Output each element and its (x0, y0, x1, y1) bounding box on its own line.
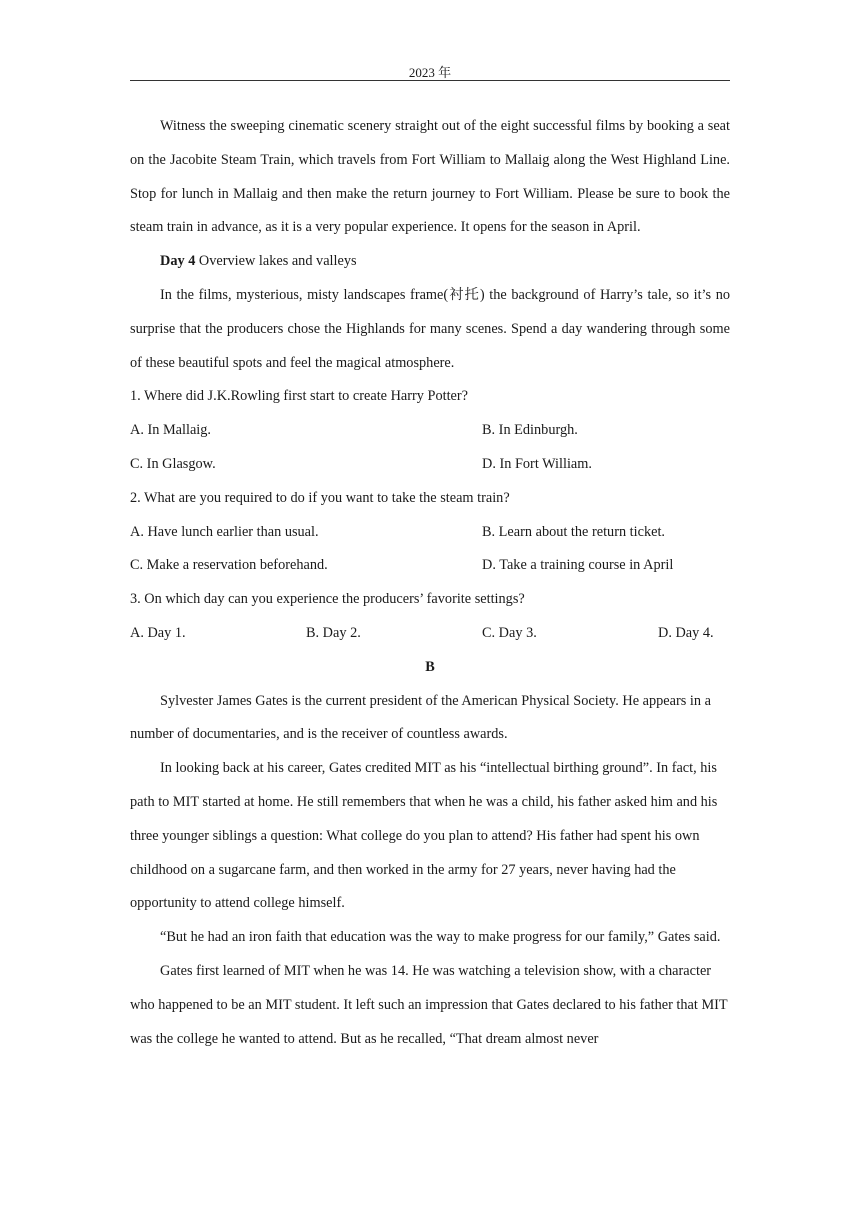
passage-a-day4-paragraph: In the films, mysterious, misty landscapes frame(衬托) the background of Harry’s tale, so it’s no surprise that the producers chose the Highlands for many scenes. Spend a day wandering through some of these beautiful spots and feel the magical atmosphere. (130, 286, 730, 371)
passage-a-day3-paragraph: Witness the sweeping cinematic scenery straight out of the eight successful films by booking a seat on the Jacobite Steam Train, which travels from Fort William to Mallaig along the West Highland Line. Stop for lunch in Mallaig and then make the return journey to Fort William. Please be sure to book the steam train in advance, as it is a very popular experience. It opens for the season in April. (130, 118, 730, 236)
question-1-options-row-2 (130, 448, 730, 482)
passage-b-paragraph-4: Gates first learned of MIT when he was 14. He was watching a television show, with a character who happened to be an MIT student. It left such an impression that Gates declared to his father that MIT was the college he wanted to attend. But as he recalled, “That dream almost never (130, 962, 728, 1047)
question-2-option-c: C. Make a reservation beforehand. (130, 557, 328, 574)
question-1-option-b: B. In Edinburgh. (482, 422, 578, 439)
question-1-option-a: A. In Mallaig. (130, 422, 211, 439)
day4-heading (130, 245, 730, 279)
day4-title: Overview lakes and valleys (195, 253, 357, 270)
question-3-option-d: D. Day 4. (658, 624, 714, 641)
question-3-option-c: C. Day 3. (482, 624, 537, 641)
question-2-option-d: D. Take a training course in April (482, 557, 674, 574)
question-3-stem: 3. On which day can you experience the producers’ favorite settings? (130, 591, 525, 608)
question-3-options-row (130, 617, 730, 651)
question-3-option-b: B. Day 2. (306, 624, 361, 641)
passage-b-paragraph-3: “But he had an iron faith that education was the way to make progress for our family,” Gates said. (160, 929, 721, 946)
document-body (130, 110, 730, 1056)
section-b-title: B (425, 658, 435, 675)
question-1-option-c: C. In Glasgow. (130, 455, 216, 472)
question-2-stem: 2. What are you required to do if you want to take the steam train? (130, 489, 510, 506)
passage-b-paragraph-2: In looking back at his career, Gates credited MIT as his “intellectual birthing ground”. In fact, his path to MIT started at home. He still remembers that when he was a child, his father asked him and his three younger siblings a question: What college do you plan to attend? His father had spent his own childhood on a sugarcane farm, and then worked in the army for 27 years, never having had the opportunity to attend college himself. (130, 760, 718, 912)
question-1-stem: 1. Where did J.K.Rowling first start to create Harry Potter? (130, 388, 469, 405)
day4-label: Day 4 (160, 253, 196, 270)
header-divider (130, 80, 730, 81)
question-2-option-b: B. Learn about the return ticket. (482, 523, 666, 540)
page-header: 2023 年 (408, 65, 452, 80)
passage-b-paragraph-1: Sylvester James Gates is the current president of the American Physical Society. He appears in a number of documentaries, and is the receiver of countless awards. (130, 692, 711, 743)
question-2-option-a: A. Have lunch earlier than usual. (130, 523, 319, 540)
question-2-options-row-2 (130, 549, 730, 583)
question-1-options-row-1 (130, 414, 730, 448)
question-2-options-row-1 (130, 516, 730, 550)
question-1-option-d: D. In Fort William. (482, 455, 592, 472)
question-3-option-a: A. Day 1. (130, 624, 186, 641)
